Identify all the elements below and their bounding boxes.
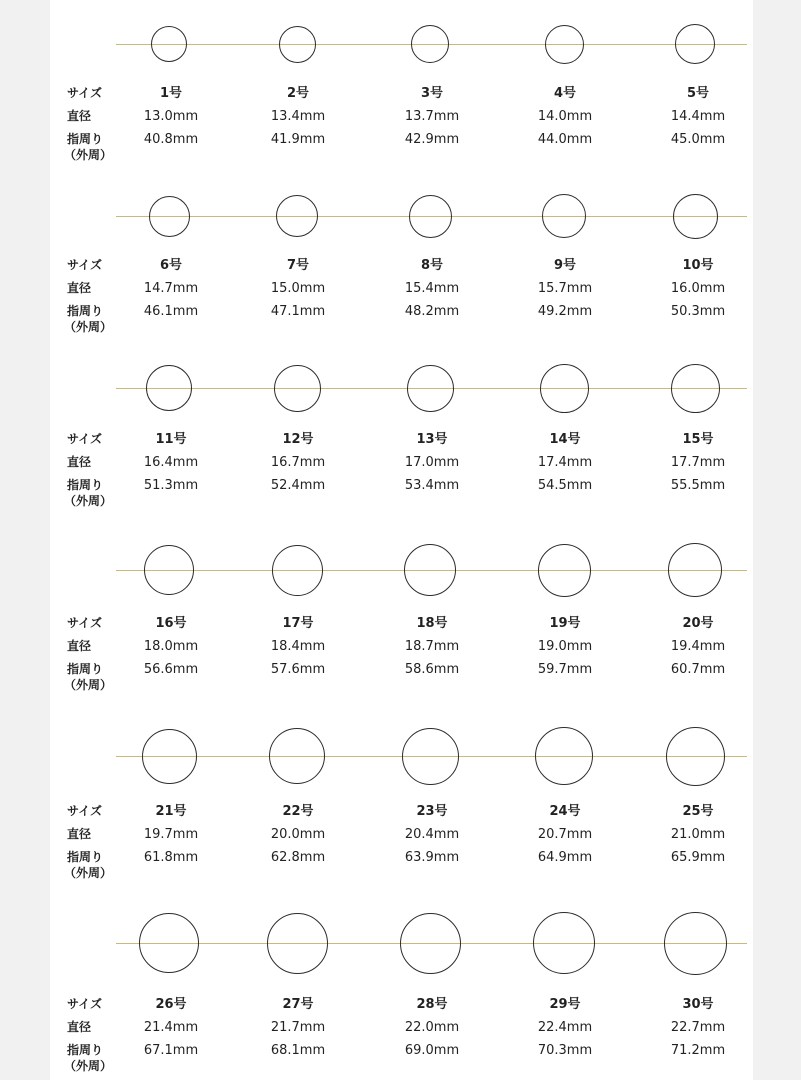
- ring-circle: [407, 365, 454, 412]
- diameter-label: 直径: [67, 639, 92, 653]
- ring-diameter: 18.0mm: [143, 639, 199, 654]
- ring-circumference: 65.9mm: [670, 850, 726, 865]
- size-label: サイズ: [67, 616, 103, 630]
- ring-circle: [668, 543, 722, 597]
- ring-size: 9号: [553, 258, 577, 273]
- ring-circle: [535, 727, 593, 785]
- ring-circle: [545, 25, 584, 64]
- ring-diameter: 13.4mm: [270, 109, 326, 124]
- ring-circle: [666, 727, 725, 786]
- ring-size: 4号: [553, 86, 577, 101]
- size-row: [50, 526, 753, 706]
- ring-size: 16号: [155, 616, 187, 631]
- outer-label: （外周）: [64, 1059, 113, 1073]
- ring-diameter: 22.4mm: [537, 1020, 593, 1035]
- ring-size: 11号: [155, 432, 187, 447]
- ring-circle: [533, 912, 595, 974]
- ring-circle: [279, 26, 316, 63]
- ring-circle: [671, 364, 720, 413]
- ring-circle: [274, 365, 321, 412]
- diameter-label: 直径: [67, 281, 92, 295]
- ring-circle: [142, 729, 197, 784]
- ring-diameter: 22.0mm: [404, 1020, 460, 1035]
- size-label: サイズ: [67, 997, 103, 1011]
- ring-size: 21号: [155, 804, 187, 819]
- ring-circle: [538, 544, 591, 597]
- ring-diameter: 15.4mm: [404, 281, 460, 296]
- ring-circle: [673, 194, 718, 239]
- ring-circle: [664, 912, 727, 975]
- ring-size: 5号: [686, 86, 710, 101]
- ring-circle: [540, 364, 589, 413]
- ring-circle: [144, 545, 194, 595]
- ring-diameter: 21.0mm: [670, 827, 726, 842]
- ring-circumference: 40.8mm: [143, 132, 199, 147]
- ring-size: 20号: [682, 616, 714, 631]
- circumference-label: 指周り: [67, 1043, 104, 1057]
- ring-circumference: 47.1mm: [270, 304, 326, 319]
- size-label: サイズ: [67, 432, 103, 446]
- ring-size: 30号: [682, 997, 714, 1012]
- ring-circle: [272, 545, 323, 596]
- size-row: [50, 0, 753, 180]
- size-row: [50, 895, 753, 1075]
- ring-size: 23号: [416, 804, 448, 819]
- ring-circumference: 63.9mm: [404, 850, 460, 865]
- ring-circumference: 50.3mm: [670, 304, 726, 319]
- ring-size: 29号: [549, 997, 581, 1012]
- circumference-label: 指周り: [67, 478, 104, 492]
- diameter-label: 直径: [67, 455, 92, 469]
- ring-circumference: 70.3mm: [537, 1043, 593, 1058]
- ring-size: 2号: [286, 86, 310, 101]
- ring-circumference: 41.9mm: [270, 132, 326, 147]
- ring-circumference: 51.3mm: [143, 478, 199, 493]
- ring-size: 7号: [286, 258, 310, 273]
- ring-size: 24号: [549, 804, 581, 819]
- ring-size: 18号: [416, 616, 448, 631]
- ring-circumference: 67.1mm: [143, 1043, 199, 1058]
- ring-circumference: 68.1mm: [270, 1043, 326, 1058]
- ring-diameter: 17.0mm: [404, 455, 460, 470]
- ring-size: 6号: [159, 258, 183, 273]
- ring-diameter: 13.0mm: [143, 109, 199, 124]
- outer-label: （外周）: [64, 320, 113, 334]
- ring-circle: [267, 913, 328, 974]
- ring-size: 19号: [549, 616, 581, 631]
- size-row: [50, 344, 753, 524]
- circumference-label: 指周り: [67, 132, 104, 146]
- ring-diameter: 18.7mm: [404, 639, 460, 654]
- outer-label: （外周）: [64, 678, 113, 692]
- ring-diameter: 20.4mm: [404, 827, 460, 842]
- ring-diameter: 20.7mm: [537, 827, 593, 842]
- ring-diameter: 19.7mm: [143, 827, 199, 842]
- ring-diameter: 17.7mm: [670, 455, 726, 470]
- ring-circumference: 59.7mm: [537, 662, 593, 677]
- ring-circumference: 46.1mm: [143, 304, 199, 319]
- ring-circumference: 44.0mm: [537, 132, 593, 147]
- ring-circumference: 61.8mm: [143, 850, 199, 865]
- ring-circumference: 54.5mm: [537, 478, 593, 493]
- diameter-label: 直径: [67, 1020, 92, 1034]
- ring-circle: [675, 24, 715, 64]
- ring-circle: [402, 728, 459, 785]
- ring-circle: [139, 913, 199, 973]
- ring-size: 15号: [682, 432, 714, 447]
- ring-circumference: 42.9mm: [404, 132, 460, 147]
- ring-size-chart: [50, 0, 753, 1080]
- ring-diameter: 19.4mm: [670, 639, 726, 654]
- ring-size: 1号: [159, 86, 183, 101]
- ring-circumference: 52.4mm: [270, 478, 326, 493]
- ring-size: 27号: [282, 997, 314, 1012]
- ring-circumference: 48.2mm: [404, 304, 460, 319]
- ring-size: 10号: [682, 258, 714, 273]
- size-row: [50, 172, 753, 352]
- ring-circle: [151, 26, 187, 62]
- size-label: サイズ: [67, 804, 103, 818]
- ring-size: 14号: [549, 432, 581, 447]
- ring-diameter: 21.7mm: [270, 1020, 326, 1035]
- ring-circumference: 69.0mm: [404, 1043, 460, 1058]
- ring-circle: [276, 195, 318, 237]
- ring-circumference: 60.7mm: [670, 662, 726, 677]
- ring-circumference: 62.8mm: [270, 850, 326, 865]
- ring-diameter: 16.4mm: [143, 455, 199, 470]
- circumference-label: 指周り: [67, 304, 104, 318]
- ring-diameter: 14.0mm: [537, 109, 593, 124]
- ring-diameter: 17.4mm: [537, 455, 593, 470]
- outer-label: （外周）: [64, 866, 113, 880]
- size-row: [50, 712, 753, 892]
- ring-size: 13号: [416, 432, 448, 447]
- ring-diameter: 13.7mm: [404, 109, 460, 124]
- ring-diameter: 14.4mm: [670, 109, 726, 124]
- ring-size: 26号: [155, 997, 187, 1012]
- ring-circle: [542, 194, 586, 238]
- ring-diameter: 15.7mm: [537, 281, 593, 296]
- ring-circumference: 45.0mm: [670, 132, 726, 147]
- ring-diameter: 22.7mm: [670, 1020, 726, 1035]
- circumference-label: 指周り: [67, 662, 104, 676]
- ring-size: 17号: [282, 616, 314, 631]
- ring-circumference: 71.2mm: [670, 1043, 726, 1058]
- ring-circle: [146, 365, 192, 411]
- ring-size: 25号: [682, 804, 714, 819]
- ring-circle: [411, 25, 449, 63]
- ring-diameter: 18.4mm: [270, 639, 326, 654]
- ring-diameter: 16.0mm: [670, 281, 726, 296]
- ring-circumference: 57.6mm: [270, 662, 326, 677]
- ring-size: 12号: [282, 432, 314, 447]
- ring-circle: [409, 195, 452, 238]
- size-label: サイズ: [67, 258, 103, 272]
- size-label: サイズ: [67, 86, 103, 100]
- ring-diameter: 21.4mm: [143, 1020, 199, 1035]
- ring-circumference: 58.6mm: [404, 662, 460, 677]
- ring-circle: [269, 728, 325, 784]
- ring-size: 28号: [416, 997, 448, 1012]
- circumference-label: 指周り: [67, 850, 104, 864]
- ring-circumference: 64.9mm: [537, 850, 593, 865]
- ring-diameter: 20.0mm: [270, 827, 326, 842]
- ring-size: 22号: [282, 804, 314, 819]
- ring-circumference: 53.4mm: [404, 478, 460, 493]
- outer-label: （外周）: [64, 148, 113, 162]
- diameter-label: 直径: [67, 827, 92, 841]
- ring-diameter: 19.0mm: [537, 639, 593, 654]
- ring-diameter: 15.0mm: [270, 281, 326, 296]
- diameter-label: 直径: [67, 109, 92, 123]
- ring-diameter: 14.7mm: [143, 281, 199, 296]
- outer-label: （外周）: [64, 494, 113, 508]
- ring-circle: [149, 196, 190, 237]
- ring-circumference: 55.5mm: [670, 478, 726, 493]
- ring-circle: [400, 913, 461, 974]
- ring-circumference: 49.2mm: [537, 304, 593, 319]
- ring-diameter: 16.7mm: [270, 455, 326, 470]
- ring-size: 3号: [420, 86, 444, 101]
- ring-circle: [404, 544, 456, 596]
- ring-circumference: 56.6mm: [143, 662, 199, 677]
- ring-size: 8号: [420, 258, 444, 273]
